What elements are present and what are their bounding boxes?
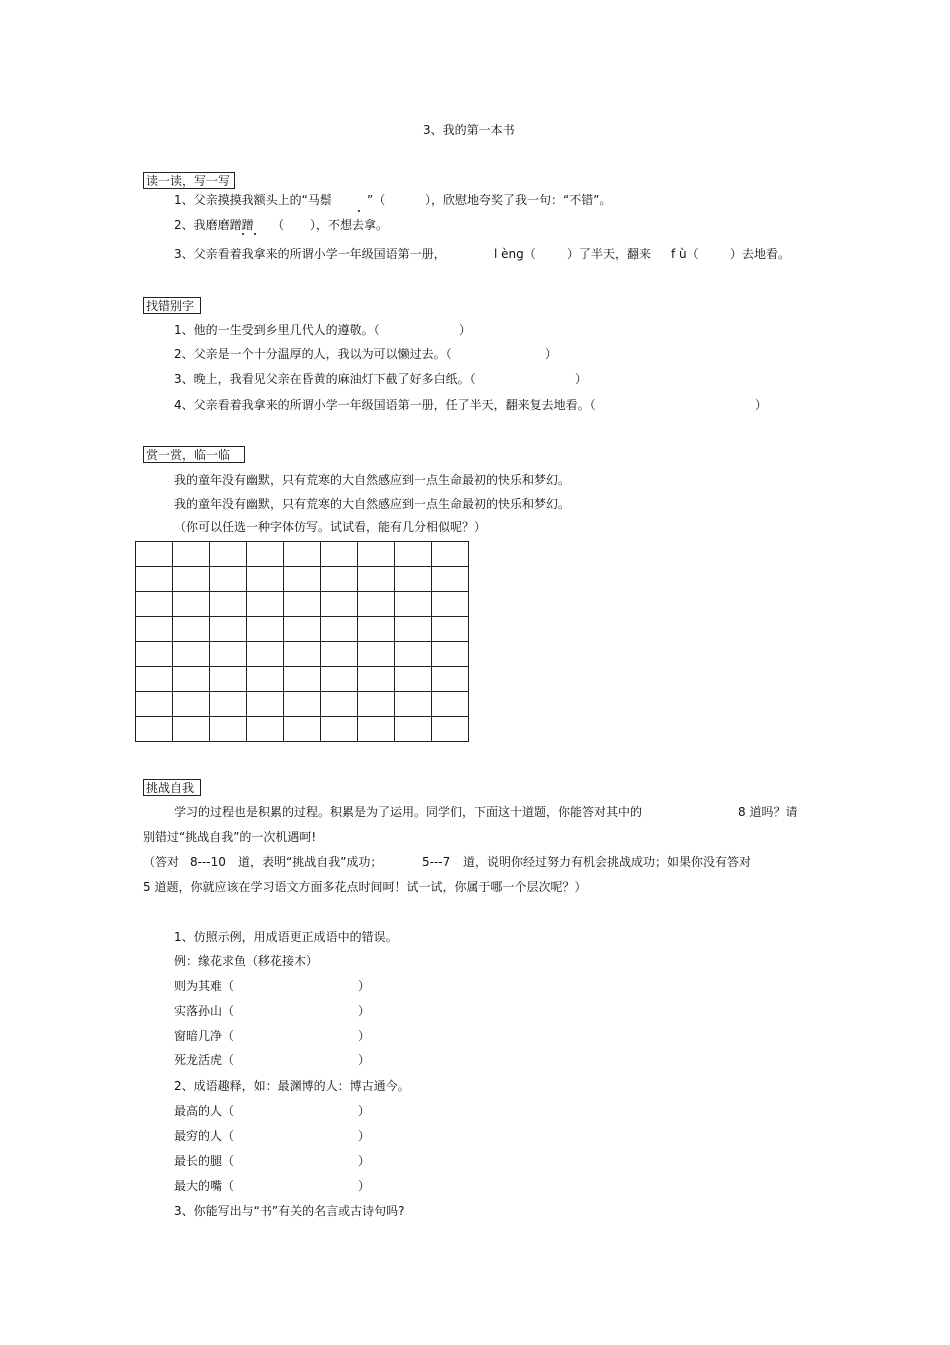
grid-cell[interactable] — [358, 642, 395, 667]
emphasis-dot — [358, 210, 360, 212]
s1-q3-end: ）去地看。 — [730, 247, 791, 261]
s1-q3-pinyin-leng: l èng（ — [494, 247, 536, 261]
s4-scoring-d: 5---7 — [422, 855, 451, 869]
grid-cell[interactable] — [284, 592, 321, 617]
grid-cell[interactable] — [321, 617, 358, 642]
grid-cell[interactable] — [136, 692, 173, 717]
idiom-item-close: ） — [358, 1029, 371, 1043]
idiom-joke-item-close: ） — [358, 1154, 371, 1168]
s4-scoring-e: 道，说明你经过努力有机会挑战成功；如果你没有答对 — [463, 855, 752, 869]
grid-cell[interactable] — [173, 717, 210, 742]
s3-instruction: （你可以任选一种字体仿写。试试看，能有几分相似呢？） — [174, 520, 487, 534]
grid-cell[interactable] — [321, 592, 358, 617]
grid-cell[interactable] — [358, 717, 395, 742]
idiom-joke-item: 最长的腿（ — [174, 1154, 235, 1168]
grid-cell[interactable] — [210, 542, 247, 567]
s4-q1: 1、仿照示例，用成语更正成语中的错误。 — [174, 930, 398, 944]
grid-cell[interactable] — [395, 542, 432, 567]
grid-cell[interactable] — [210, 692, 247, 717]
emphasis-dot — [254, 233, 256, 235]
s4-scoring-b: 8---10 — [190, 855, 226, 869]
grid-cell[interactable] — [210, 642, 247, 667]
s1-q2-rest: ），不想去拿。 — [310, 218, 389, 232]
idiom-item-close: ） — [358, 979, 371, 993]
grid-cell[interactable] — [210, 717, 247, 742]
section-heading-read-write: 读一读，写一写 — [143, 172, 235, 189]
s1-q3-pinyin-fu: f ù（ — [671, 247, 699, 261]
grid-cell[interactable] — [136, 717, 173, 742]
grid-cell[interactable] — [284, 717, 321, 742]
s2-item-4: 4、父亲看着我拿来的所谓小学一年级国语第一册，任了半天，翻来复去地看。（ — [174, 398, 596, 412]
grid-cell[interactable] — [432, 667, 469, 692]
grid-cell[interactable] — [210, 617, 247, 642]
grid-cell[interactable] — [284, 542, 321, 567]
grid-cell[interactable] — [321, 717, 358, 742]
grid-cell[interactable] — [247, 642, 284, 667]
s2-item-3: 3、晚上，我看见父亲在昏黄的麻油灯下截了好多白纸。（ — [174, 372, 476, 386]
grid-cell[interactable] — [395, 667, 432, 692]
idiom-joke-item: 最大的嘴（ — [174, 1179, 235, 1193]
s4-scoring-c: 道，表明“挑战自我”成功； — [238, 855, 383, 869]
s1-q3-mid: ）了半天，翻来 — [567, 247, 652, 261]
grid-cell[interactable] — [284, 567, 321, 592]
grid-cell[interactable] — [247, 667, 284, 692]
s1-q1-rest: ），欣慰地夸奖了我一句：“不错”。 — [425, 193, 612, 207]
s4-intro-line-1-end: 8 道吗？请 — [738, 805, 798, 819]
idiom-item: 实落孙山（ — [174, 1004, 235, 1018]
grid-cell[interactable] — [210, 567, 247, 592]
grid-cell[interactable] — [247, 692, 284, 717]
grid-cell[interactable] — [173, 617, 210, 642]
copy-writing-grid[interactable] — [135, 541, 469, 742]
grid-cell[interactable] — [173, 567, 210, 592]
grid-row — [136, 617, 469, 642]
grid-cell[interactable] — [173, 642, 210, 667]
idiom-joke-item: 最高的人（ — [174, 1104, 235, 1118]
grid-cell[interactable] — [432, 692, 469, 717]
grid-cell[interactable] — [395, 617, 432, 642]
grid-cell[interactable] — [358, 667, 395, 692]
emphasis-dot — [242, 233, 244, 235]
s1-q3-text: 3、父亲看着我拿来的所谓小学一年级国语第一册， — [174, 247, 446, 261]
grid-cell[interactable] — [247, 542, 284, 567]
grid-cell[interactable] — [395, 567, 432, 592]
idiom-item-close: ） — [358, 1004, 371, 1018]
s1-q2-text: 2、我磨磨蹭蹭 — [174, 218, 254, 232]
grid-cell[interactable] — [321, 642, 358, 667]
grid-cell[interactable] — [284, 667, 321, 692]
grid-row — [136, 642, 469, 667]
s2-item-1-close: ） — [459, 323, 472, 337]
grid-cell[interactable] — [358, 692, 395, 717]
s4-q3: 3、你能写出与“书”有关的名言或古诗句吗? — [174, 1204, 405, 1218]
grid-row — [136, 692, 469, 717]
grid-row — [136, 592, 469, 617]
s3-line-1: 我的童年没有幽默，只有荒寒的大自然感应到一点生命最初的快乐和梦幻。 — [174, 473, 571, 487]
grid-cell[interactable] — [321, 542, 358, 567]
grid-cell[interactable] — [247, 567, 284, 592]
grid-cell[interactable] — [432, 542, 469, 567]
idiom-joke-item-close: ） — [358, 1104, 371, 1118]
grid-cell[interactable] — [358, 617, 395, 642]
grid-cell[interactable] — [321, 667, 358, 692]
grid-cell[interactable] — [173, 592, 210, 617]
s1-q1-blank-open: ”（ — [367, 193, 386, 207]
grid-cell[interactable] — [432, 617, 469, 642]
grid-cell[interactable] — [321, 567, 358, 592]
idiom-item-close: ） — [358, 1053, 371, 1067]
grid-row — [136, 717, 469, 742]
grid-cell[interactable] — [284, 692, 321, 717]
s3-line-2: 我的童年没有幽默，只有荒寒的大自然感应到一点生命最初的快乐和梦幻。 — [174, 497, 571, 511]
grid-cell[interactable] — [358, 567, 395, 592]
grid-cell[interactable] — [136, 617, 173, 642]
grid-cell[interactable] — [321, 692, 358, 717]
s4-scoring-line-2: 5 道题，你就应该在学习语文方面多花点时间呵！试一试，你属于哪一个层次呢？） — [143, 880, 587, 894]
grid-cell[interactable] — [395, 692, 432, 717]
idiom-item: 则为其难（ — [174, 979, 235, 993]
s4-example: 例：缘花求鱼（移花接木） — [174, 954, 319, 968]
grid-cell[interactable] — [432, 642, 469, 667]
s2-item-1: 1、他的一生受到乡里几代人的遵敬。（ — [174, 323, 380, 337]
grid-cell[interactable] — [358, 592, 395, 617]
grid-cell[interactable] — [432, 567, 469, 592]
grid-row — [136, 542, 469, 567]
idiom-joke-item-close: ） — [358, 1129, 371, 1143]
grid-cell[interactable] — [284, 642, 321, 667]
grid-cell[interactable] — [173, 667, 210, 692]
s2-item-2-close: ） — [545, 347, 558, 361]
s4-intro-line-1: 学习的过程也是积累的过程。积累是为了运用。同学们，下面这十道题，你能答对其中的 — [174, 805, 643, 819]
section-heading-appreciate-copy: 赏一赏，临一临 — [143, 446, 245, 463]
grid-cell[interactable] — [432, 592, 469, 617]
grid-cell[interactable] — [284, 617, 321, 642]
s2-item-3-close: ） — [575, 372, 588, 386]
grid-cell[interactable] — [136, 642, 173, 667]
grid-row — [136, 667, 469, 692]
grid-cell[interactable] — [210, 592, 247, 617]
s2-item-2: 2、父亲是一个十分温厚的人，我以为可以懒过去。（ — [174, 347, 452, 361]
grid-row — [136, 567, 469, 592]
s2-item-4-close: ） — [755, 398, 768, 412]
idiom-joke-item-close: ） — [358, 1179, 371, 1193]
s4-q2: 2、成语趣释，如：最渊博的人：博古通今。 — [174, 1079, 410, 1093]
grid-cell[interactable] — [136, 667, 173, 692]
section-heading-challenge: 挑战自我 — [143, 779, 201, 796]
grid-cell[interactable] — [358, 542, 395, 567]
grid-cell[interactable] — [173, 542, 210, 567]
grid-cell[interactable] — [136, 592, 173, 617]
grid-cell[interactable] — [395, 717, 432, 742]
s1-q2-blank-open: （ — [272, 218, 285, 232]
grid-cell[interactable] — [247, 617, 284, 642]
grid-cell[interactable] — [432, 717, 469, 742]
s4-intro-line-2: 别错过“挑战自我”的一次机遇呵! — [143, 830, 317, 844]
grid-cell[interactable] — [210, 667, 247, 692]
grid-cell[interactable] — [247, 717, 284, 742]
grid-cell[interactable] — [247, 592, 284, 617]
page-title: 3、我的第一本书 — [423, 123, 515, 137]
s1-q1-text: 1、父亲摸摸我额头上的“马鬃 — [174, 193, 332, 207]
grid-cell[interactable] — [136, 567, 173, 592]
section-heading-find-errors: 找错别字 — [143, 297, 201, 314]
s4-scoring-a: （答对 — [143, 855, 180, 869]
idiom-joke-item: 最穷的人（ — [174, 1129, 235, 1143]
grid-cell[interactable] — [395, 592, 432, 617]
grid-cell[interactable] — [173, 692, 210, 717]
idiom-item: 死龙活虎（ — [174, 1053, 235, 1067]
grid-cell[interactable] — [395, 642, 432, 667]
idiom-item: 窗暗几净（ — [174, 1029, 235, 1043]
grid-cell[interactable] — [136, 542, 173, 567]
